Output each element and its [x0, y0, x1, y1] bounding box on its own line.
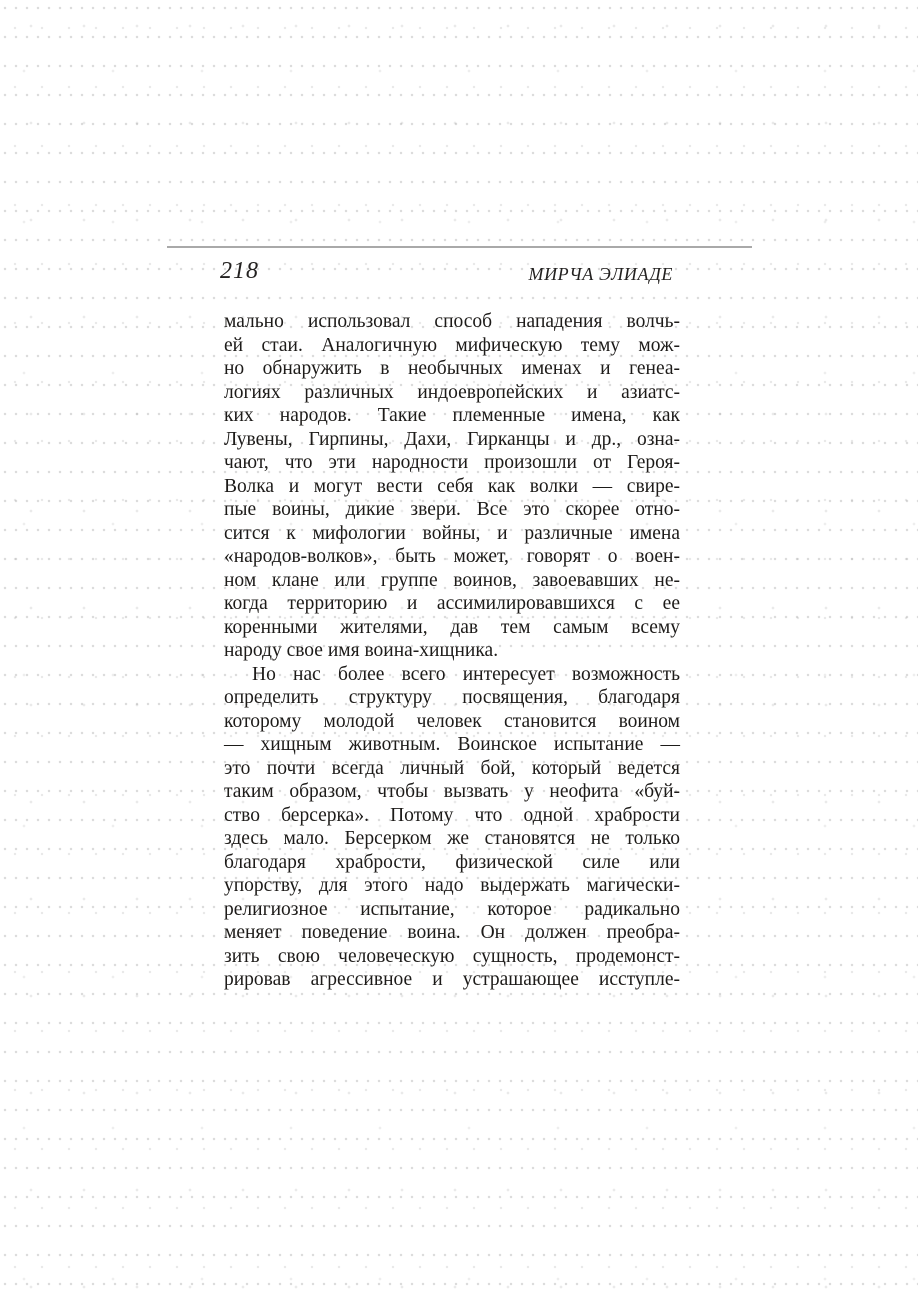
text-line: меняет поведение воина. Он должен преобра- — [224, 922, 680, 943]
text-line: мально использовал способ нападения волчь- — [224, 311, 680, 332]
body-text — [224, 310, 680, 992]
text-line: зить свою человеческую сущность, продемонст- — [224, 945, 680, 967]
text-line: Волка и могут вести себя как волки — свире- — [224, 475, 680, 497]
text-line: таким образом, чтобы вызвать у неофита «буй- — [224, 781, 680, 802]
text-line: коренными жителями, дав тем самым всему — [224, 616, 680, 638]
text-line: сится к мифологии войны, и различные имена — [224, 522, 680, 544]
text-line: ей стаи. Аналогичную мифическую тему мож- — [224, 334, 680, 356]
text-line: определить структуру посвящения, благодаря — [224, 687, 680, 708]
text-line: рировав агрессивное и устрашающее исступле- — [224, 969, 680, 990]
text-line: ких народов. Такие племенные имена, как — [224, 405, 680, 426]
text-line: народу свое имя воина-хищника. — [224, 640, 499, 661]
running-title: МИРЧА ЭЛИАДЕ — [528, 264, 673, 284]
text-line: здесь мало. Берсерком же становятся не только — [224, 828, 680, 849]
text-line: Но нас более всего интересует возможность — [252, 663, 680, 685]
text-line: которому молодой человек становится воином — [224, 710, 680, 732]
text-line: это почти всегда личный бой, который ведется — [224, 757, 680, 779]
text-line: благодаря храбрости, физической силе или — [224, 851, 680, 873]
text-line: религиозное испытание, которое радикально — [224, 898, 680, 920]
text-line: пые воины, дикие звери. Все это скорее отно- — [224, 499, 680, 520]
text-line: но обнаружить в необычных именах и генеа- — [224, 358, 680, 379]
text-line: — хищным животным. Воинское испытание — — [224, 734, 680, 755]
text-line: ном клане или группе воинов, завоевавших не- — [224, 569, 680, 591]
text-line: чают, что эти народности произошли от Героя- — [224, 452, 680, 473]
text-line: когда территорию и ассимилировавшихся с ее — [224, 593, 680, 614]
text-line: логиях различных индоевропейских и азиатс- — [224, 381, 680, 403]
header-rule — [167, 246, 752, 248]
text-line: ство берсерка». Потому что одной храбрости — [224, 804, 680, 826]
text-line: «народов-волков», быть может, говорят о воен- — [224, 546, 680, 567]
text-line: упорству, для этого надо выдержать магически- — [224, 875, 680, 896]
page-number: 218 — [220, 258, 259, 284]
text-line: Лувены, Гирпины, Дахи, Гирканцы и др., озна- — [224, 428, 680, 450]
